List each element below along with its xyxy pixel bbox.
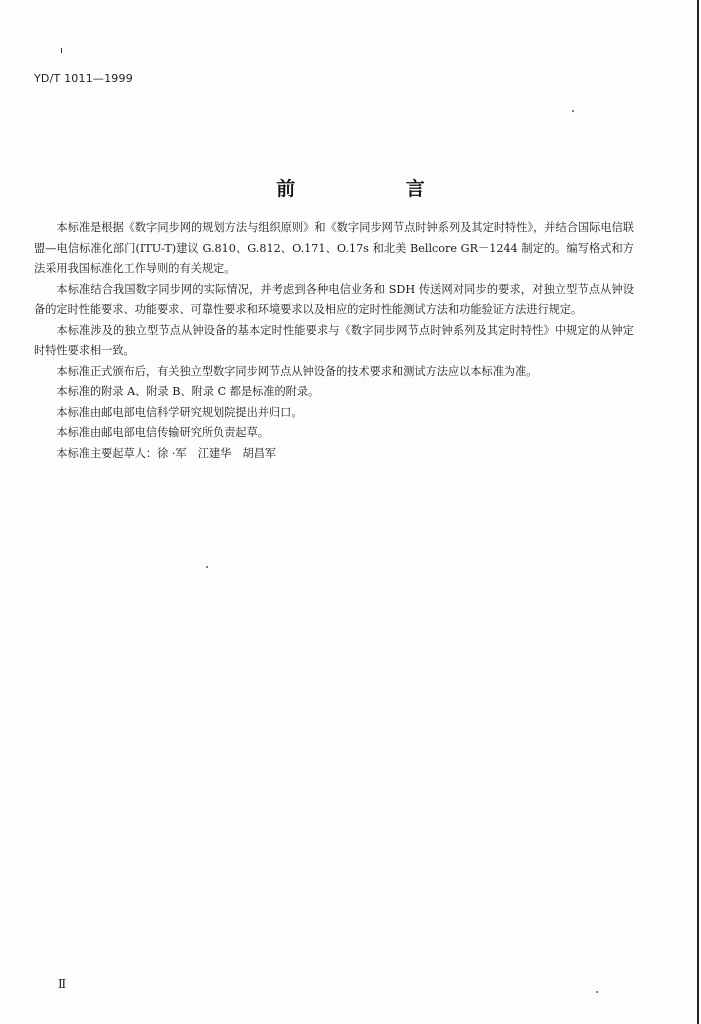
paragraph: 本标准由邮电部电信科学研究规划院提出并归口。: [56, 405, 303, 419]
paragraph: 本标准正式颁布后，有关独立型数字同步网节点从钟设备的技术要求和测试方法应以本标准为准。: [56, 364, 538, 378]
standard-code: YD/T 1011—1999: [34, 72, 133, 85]
foreword-body: [34, 218, 634, 464]
page-number: Ⅱ: [58, 977, 67, 991]
paragraph: 本标准是根据《数字同步网的规划方法与组织原则》和《数字同步网节点时钟系列及其定时特性》，并结合国际电信联盟—电信标准化部门(ITU-T)建议 G.810、G.812、O.171、O.17s 和北美 Bellcore GR－1244 制定的。编写格式和方法采用我国标准化工作导则的有关规定。: [34, 221, 634, 275]
page-title: 前 言: [276, 178, 477, 200]
paragraph: 本标准涉及的独立型节点从钟设备的基本定时性能要求与《数字同步网节点时钟系列及其定时特性》中规定的从钟定时特性要求相一致。: [34, 323, 634, 357]
paragraph: 本标准主要起草人：徐 ·军 江建华 胡昌军: [56, 446, 277, 460]
paragraph: 本标准的附录 A、附录 B、附录 C 都是标准的附录。: [56, 385, 320, 398]
scan-speck: [596, 991, 598, 993]
paragraph: 本标准由邮电部电信传输研究所负责起草。: [56, 426, 269, 439]
scan-speck: [572, 110, 574, 112]
scan-edge-line: [697, 0, 699, 1024]
paragraph: 本标准结合我国数字同步网的实际情况，并考虑到各种电信业务和 SDH 传送网对同步的要求，对独立型节点从钟设备的定时性能要求、功能要求、可靠性要求和环境要求以及相应的定时性能测试方法和功能验证方法进行规定。: [34, 282, 634, 316]
scan-mark: [61, 48, 62, 53]
scan-speck: [206, 566, 208, 568]
